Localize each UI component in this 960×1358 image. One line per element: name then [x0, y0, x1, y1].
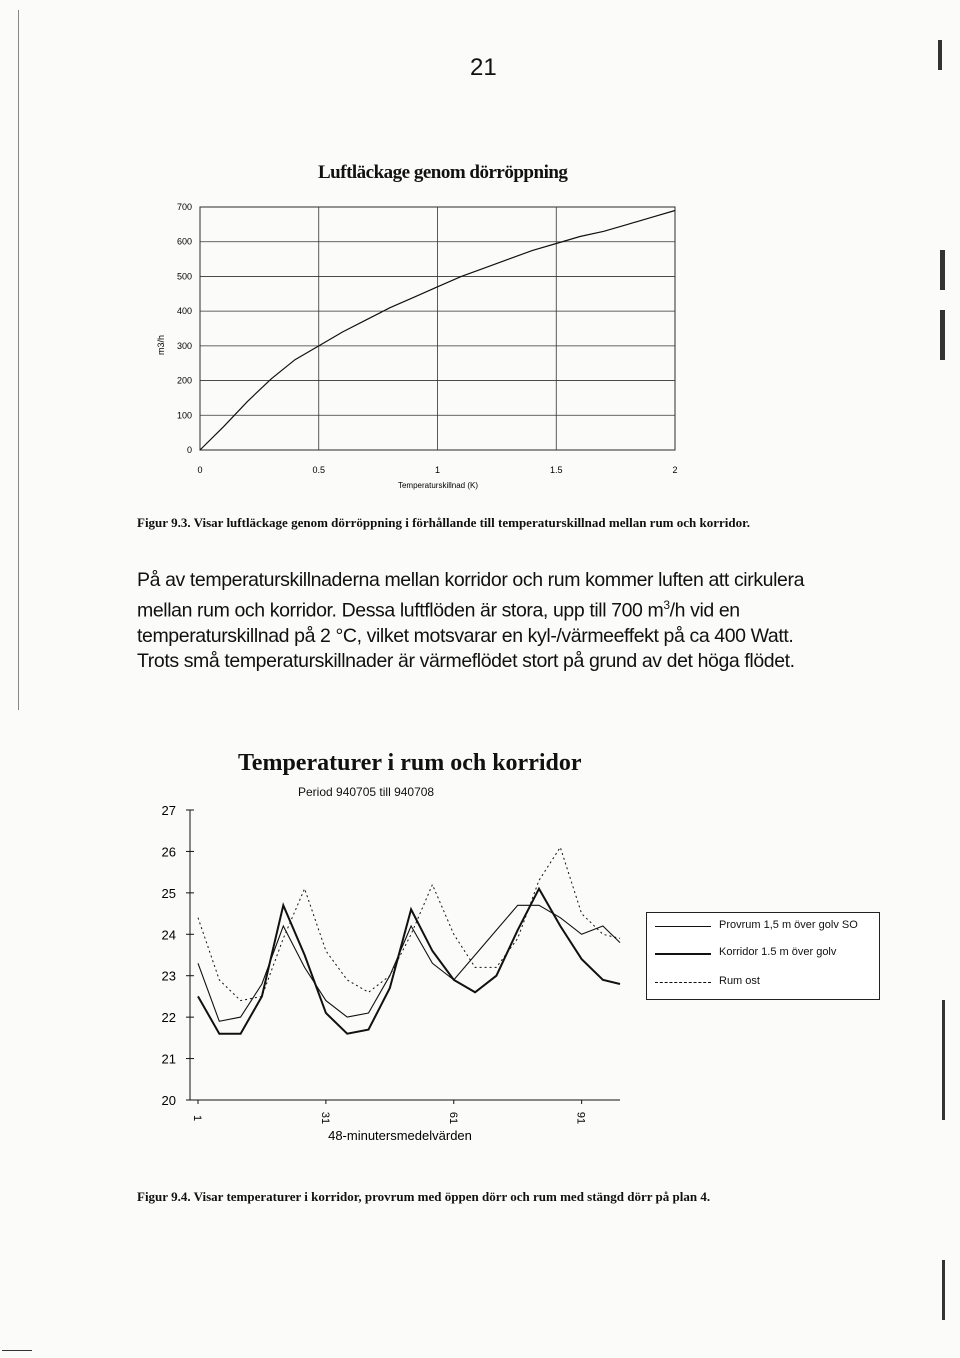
- scan-edge-mark: [942, 1260, 945, 1320]
- legend-label: Korridor 1.5 m över golv: [719, 946, 837, 958]
- chart2-series-line: [198, 905, 620, 1021]
- chart1-svg: [140, 195, 700, 500]
- chart2-subtitle: Period 940705 till 940708: [298, 785, 435, 799]
- chart1-y-tick-label: 500: [176, 271, 192, 282]
- chart1-x-tick-label: 2: [672, 465, 678, 475]
- scan-edge-mark: [942, 1000, 945, 1120]
- chart2-series-line: [198, 889, 620, 1034]
- legend-swatch-solid-thin: [655, 926, 711, 927]
- chart2-y-tick-label: 23: [161, 968, 176, 984]
- chart2-y-tick-label: 26: [161, 844, 176, 860]
- chart1-y-tick-label: 300: [176, 340, 192, 351]
- chart1-y-tick-label: 700: [176, 202, 192, 212]
- chart1-y-tick-label: 600: [176, 236, 192, 247]
- chart2-y-tick-label: 27: [161, 803, 176, 818]
- chart2-y-tick-label: 24: [161, 927, 176, 943]
- chart2-y-ticks: [162, 803, 194, 1108]
- chart1-y-label: m3/h: [156, 334, 166, 356]
- legend-swatch-solid-thick: [655, 953, 711, 955]
- scan-margin-line: [18, 10, 19, 710]
- legend-label: Rum ost: [719, 975, 760, 987]
- chart2-x-tick-label: 1: [191, 1114, 203, 1122]
- chart1-y-ticks: [177, 202, 192, 455]
- chart2-x-label: 48-minutersmedelvärden: [328, 1128, 472, 1143]
- scan-edge-mark: [940, 310, 945, 360]
- chart2-x-ticks: [191, 1100, 587, 1124]
- body-text-superscript: 3: [663, 598, 670, 612]
- body-paragraph: [137, 568, 827, 674]
- chart1-grid: [200, 207, 675, 450]
- figure2-caption: Figur 9.4. Visar temperaturer i korridor, provrum med öppen dörr och rum med stängd dörr på plan 4.: [137, 1189, 711, 1204]
- body-text-part2: /h vid en temperaturskillnad på 2 °C, vilket motsvarar en kyl-/värmeeffekt på ca 400 Watt. Trots små temperaturskillnader är värmeflödet stort på grund av det höga flödet.: [137, 599, 795, 672]
- chart1-y-tick-label: 400: [176, 306, 192, 317]
- chart2-x-tick-label: 31: [318, 1111, 331, 1125]
- chart1-x-tick-label: 0: [197, 465, 203, 475]
- chart1-x-tick-label: 1.5: [549, 465, 563, 475]
- scan-edge-mark: [940, 250, 945, 290]
- page-number: 21: [470, 54, 497, 81]
- chart2-y-tick-label: 21: [161, 1051, 176, 1067]
- chart1-y-tick-label: 100: [176, 410, 192, 421]
- body-text-part1: På av temperaturskillnaderna mellan korridor och rum kommer luften att cirkulera mellan rum och korridor. Dessa luftflöden är stora, upp till 700 m: [137, 569, 805, 622]
- chart2-y-tick-label: 25: [161, 885, 176, 901]
- chart1-x-label: Temperaturskillnad (K): [397, 481, 479, 490]
- chart2-series: [198, 847, 620, 1033]
- chart2-x-tick-label: 61: [446, 1111, 459, 1125]
- scan-edge-mark: [2, 1350, 32, 1351]
- chart1-y-tick-label: 0: [186, 445, 192, 455]
- legend-label: Provrum 1,5 m över golv SO: [719, 919, 858, 931]
- chart2-title: Temperaturer i rum och korridor: [238, 750, 582, 776]
- scan-edge-mark: [938, 40, 942, 70]
- chart1-x-tick-label: 0.5: [312, 465, 326, 475]
- chart2-x-tick-label: 91: [574, 1111, 587, 1125]
- chart2-svg: [150, 800, 650, 1160]
- chart2-series-line: [198, 847, 620, 1000]
- chart1-x-tick-label: 1: [434, 465, 441, 475]
- legend-swatch-dashed: [655, 982, 711, 983]
- chart1-x-ticks: [197, 465, 677, 475]
- chart1-y-tick-label: 200: [176, 375, 192, 386]
- chart2-y-tick-label: 20: [161, 1093, 176, 1108]
- chart2-y-tick-label: 22: [161, 1010, 176, 1026]
- chart1-title: Luftläckage genom dörröppning: [318, 162, 568, 183]
- chart2-legend: [646, 912, 880, 1000]
- figure1-caption: Figur 9.3. Visar luftläckage genom dörröppning i förhållande till temperaturskillnad mellan rum och korridor.: [137, 515, 750, 530]
